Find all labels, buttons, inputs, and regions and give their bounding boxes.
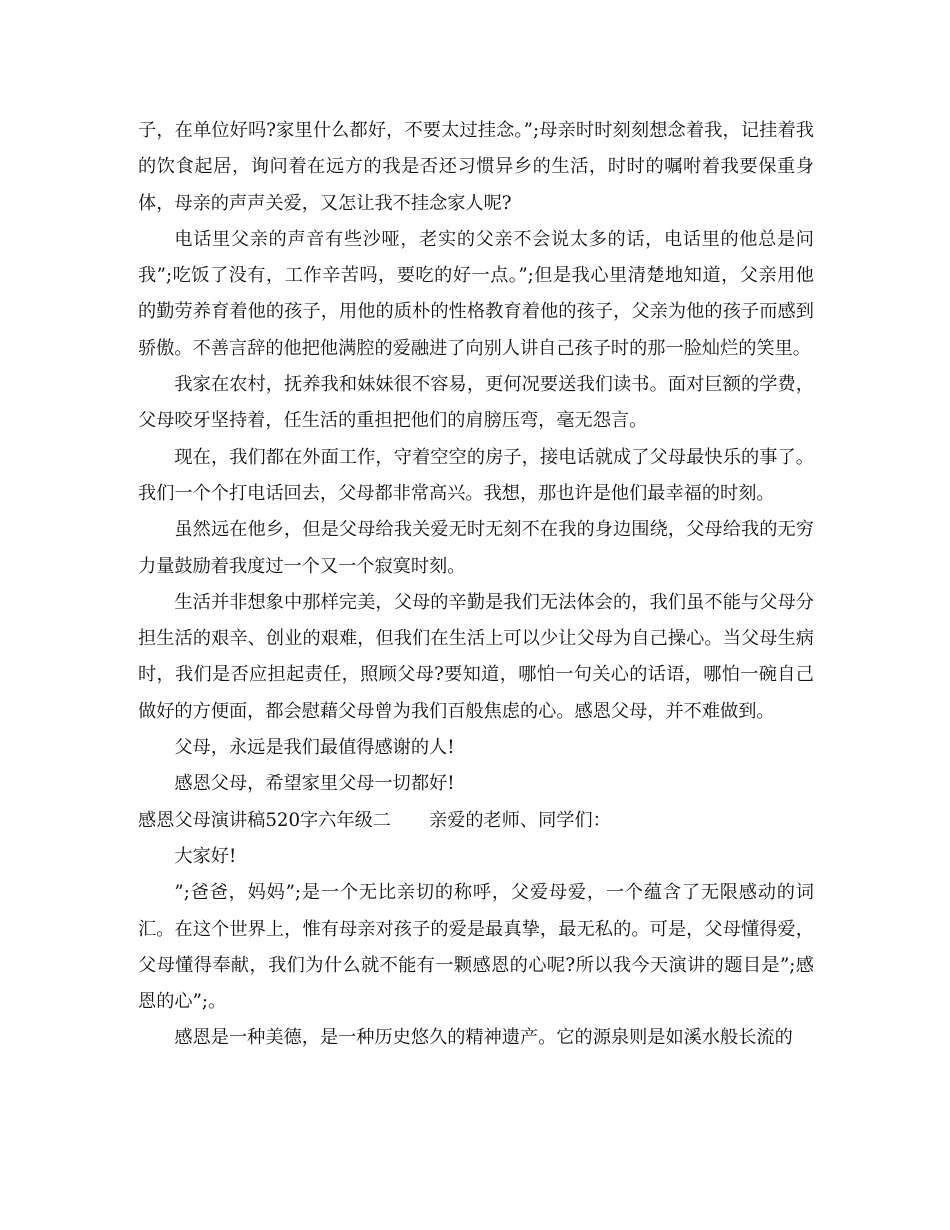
salutation: 亲爱的老师、同学们： — [428, 809, 611, 831]
paragraph-gratitude-virtue: 感恩是一种美德，是一种历史悠久的精神遗产。它的源泉则是如溪水般长流的 — [174, 1027, 793, 1049]
paragraph-far-from-home: 虽然远在他乡，但是父母给我关爱无时无刻不在我的身边围绕，父母给我的无穷力量鼓励着我度过一个又一个寂寞时刻。 — [138, 519, 814, 577]
paragraph-dad-mom: ”;爸爸，妈妈”;是一个无比亲切的称呼，父爱母爱，一个蕴含了无限感动的词汇。在这个世界上，惟有母亲对孩子的爱是最真挚，最无私的。可是，父母懂得爱，父母懂得奉献，我们为什么就不能有一颗感恩的心呢?所以我今天演讲的题目是”;感恩的心”;。 — [138, 882, 814, 1013]
section-title: 感恩父母演讲稿520字六年级二 — [138, 809, 391, 831]
paragraph-greeting: 大家好! — [174, 845, 237, 867]
paragraph-father-phone: 电话里父亲的声音有些沙哑，老实的父亲不会说太多的话，电话里的他总是问我”;吃饭了没有，工作辛苦吗，要吃的好一点。”;但是我心里清楚地知道，父亲用他的勤劳养育着他的孩子，用他的质朴的性格教育着他的孩子，父亲为他的孩子而感到骄傲。不善言辞的他把他满腔的爱融进了向别人讲自己孩子时的那一脸灿烂的笑里。 — [138, 228, 814, 359]
paragraph-grateful-wishes: 感恩父母，希望家里父母一切都好! — [174, 773, 455, 795]
section-heading-line — [138, 803, 814, 839]
document-body — [138, 113, 814, 1057]
paragraph-countryside: 我家在农村，抚养我和妹妹很不容易，更何况要送我们读书。面对巨额的学费，父母咬牙坚持着，任生活的重担把他们的肩膀压弯，毫无怨言。 — [138, 374, 814, 432]
paragraph-working-away: 现在，我们都在外面工作，守着空空的房子，接电话就成了父母最快乐的事了。我们一个个打电话回去，父母都非常高兴。我想，那也许是他们最幸福的时刻。 — [138, 446, 814, 504]
paragraph-continuation: 子，在单位好吗?家里什么都好，不要太过挂念。”;母亲时时刻刻想念着我，记挂着我的饮食起居，询问着在远方的我是否还习惯异乡的生活，时时的嘱咐着我要保重身体，母亲的声声关爱，又怎让我不挂念家人呢? — [138, 120, 814, 214]
paragraph-life-not-perfect: 生活并非想象中那样完美，父母的辛勤是我们无法体会的，我们虽不能与父母分担生活的艰辛、创业的艰难，但我们在生活上可以少让父母为自己操心。当父母生病时，我们是否应担起责任，照顾父母?要知道，哪怕一句关心的话语，哪怕一碗自己做好的方便面，都会慰藉父母曾为我们百般焦虑的心。感恩父母，并不难做到。 — [138, 591, 814, 722]
paragraph-parents-worth-thanks: 父母，永远是我们最值得感谢的人! — [174, 737, 455, 759]
